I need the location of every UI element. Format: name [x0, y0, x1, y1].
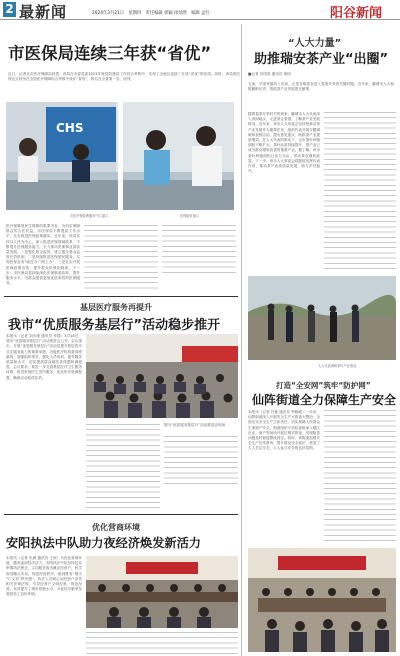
article2-body-col2: [324, 112, 396, 272]
article3-photo-caption: 图为“优质服务基层行”活动推进会现场: [164, 423, 226, 427]
article1-photo: [6, 102, 234, 210]
article4-photo: [248, 548, 396, 652]
article5-body: 本报讯（记者 朱满 通讯员 王欣）为优化营商环境，激发夜间经济活力，安阳执法中队坚持包容审慎执法理念，主动服务夜市摊点经营户，科学规划摊点布局，规范经营秩序，做到既有“烟火气”又有“秩序感”。执法人员耐心向经营户宣传相关法律法规，引导经营户文明经营、规范经营，有效提升了城市管理水平，为夜经济繁荣发展营造了良好环境。: [6, 556, 82, 597]
article5-kicker: 优化营商环境: [92, 523, 140, 532]
article5-photo: [86, 556, 238, 628]
article2-photo-caption: 人大代表调研茶叶产业情况: [318, 364, 357, 368]
article2-lead: 当前，早茶采摘初上市前，正是各镇茶农进入春茶开采的关键时期。近年来，聊城市人大积极履职尽责，围绕茶产业发展建言献策。: [248, 82, 394, 92]
article3-headline: 我市“优质服务基层行”活动稳步推开: [8, 318, 221, 333]
article2-headline: 助推瑞安茶产业“出圈”: [254, 52, 389, 67]
page-number: 2: [3, 2, 16, 17]
article1-body-col3: [162, 225, 236, 277]
column-divider: [241, 24, 242, 656]
section-title: 最新闻: [19, 3, 68, 21]
article1-body-col2: [84, 225, 158, 291]
article4-body-col2: [324, 410, 396, 542]
article2-photo: [248, 276, 396, 360]
article3-body-col2: [86, 424, 160, 510]
article3-kicker: 基层医疗服务再提升: [80, 303, 152, 312]
article1-photo-caption-2: 医保服务窗口: [180, 214, 200, 218]
svg-text:CHS: CHS: [56, 121, 84, 135]
article3-body-col3: [164, 436, 238, 488]
article4-body: 本报讯（记者 吕艳 通讯员 李晓敏）一年来，仙阵街道深入开展安全生产大排查大整治，全面压实安全生产主体责任，切实保障人民群众生命财产安全。街道组织专项检查组深入辖区企业、商户等场所开展拉网式排查，发现隐患问题及时督促整改到位。同时，该街道加强安全生产宣传教育，提升群众安全意识，营造了人人关注安全、人人参与安全的良好氛围。: [248, 410, 320, 451]
newspaper-logo: 阳谷新闻: [330, 6, 383, 21]
article3-photo: [86, 334, 238, 418]
article1-photo-caption: 市医疗保险费服务中心窗口: [70, 214, 109, 218]
issue-meta: 2024年3月21日 星期四 责任编辑 郭颖 徐灿然 编辑 孟红: [92, 11, 210, 16]
article5-body-col2: [86, 632, 238, 654]
article1-body-col1: 医疗保障是民生保障的重要内容，为切实保障群众的合法权益，市医保局不断提高工作水平，扎实推进医保政策落实。近年来，该局坚持以人民为中心，深入推进医保领域改革，不断提升医保服务能力，全力推动医保事业高质量发展。一是强化基金监管，建立健全基金监管长效机制；二是持续推进医保便民服务，实现医保业务“就近办”“网上办”；三是扎实开展医保政策宣传，提升群众医保知晓率。下一步，市医保局将持续深化医保制度改革，提升服务水平，为群众提供更加优质高效的医保服务。: [6, 224, 80, 286]
masthead: [0, 0, 400, 20]
article1-lead: 近日，记者从市医疗保障局获悉，该局在市委党委2023年度党的建设工作综合考核中，实现了全地区连续三年获“省优”的佳绩。同时，该局的医保定点药房在全国医疗保障综合考核中获评“省优”，排名在全省第一名、前列。: [8, 72, 240, 82]
article2-kicker: “人大力量”: [288, 38, 342, 49]
article2-byline: ■记者 肖国英 通讯员 黄扬: [248, 72, 291, 76]
article4-headline: 仙阵街道全力保障生产安全: [252, 393, 397, 407]
article5-headline: 安阳执法中队助力夜经济焕发新活力: [6, 536, 201, 550]
section-divider-2: [4, 514, 238, 515]
section-divider-1: [4, 296, 238, 297]
article4-kicker: 打造“全安网”筑牢“防护网”: [276, 381, 371, 390]
article2-body: 随着春茶开采时节的到来，聊城市人大代表深入田间地头，走进茶企茶园，了解茶产业发展情况。近年来，该市人大常委会坚持把推动茶产业发展作为重要任务，组织代表开展专题调研和视察活动，提出意见建议，助推茶产业提质增效。在人大代表的推动下，全市茶叶种植面积不断扩大，茶叶品质持续提升，茶产业已成为群众增收致富的重要产业。据了解，该市茶叶种植面积已达万余亩，带动茶农增收致富。下一步，该市人大常委会将继续发挥代表作用，推动茶产业高质量发展，助力乡村振兴。: [248, 112, 320, 174]
article1-headline: 市医保局连续三年获“省优”: [8, 44, 212, 63]
article3-body: 本报讯（记者 刘永康 通讯员 李翔）3月18日，我市“优质服务基层行”活动推进会召开。会议指出，开展“优质服务基层行”活动是提升基层医疗卫生服务能力的重要举措，各级医疗机构要高度重视，加强组织领导，强化人员培训，提升服务质量和水平，切实提高群众就医获得感和满意度。会议要求，要进一步完善基层医疗卫生服务体系，推进家庭医生签约服务，优化医疗资源配置，确保活动取得实效。: [6, 334, 82, 380]
